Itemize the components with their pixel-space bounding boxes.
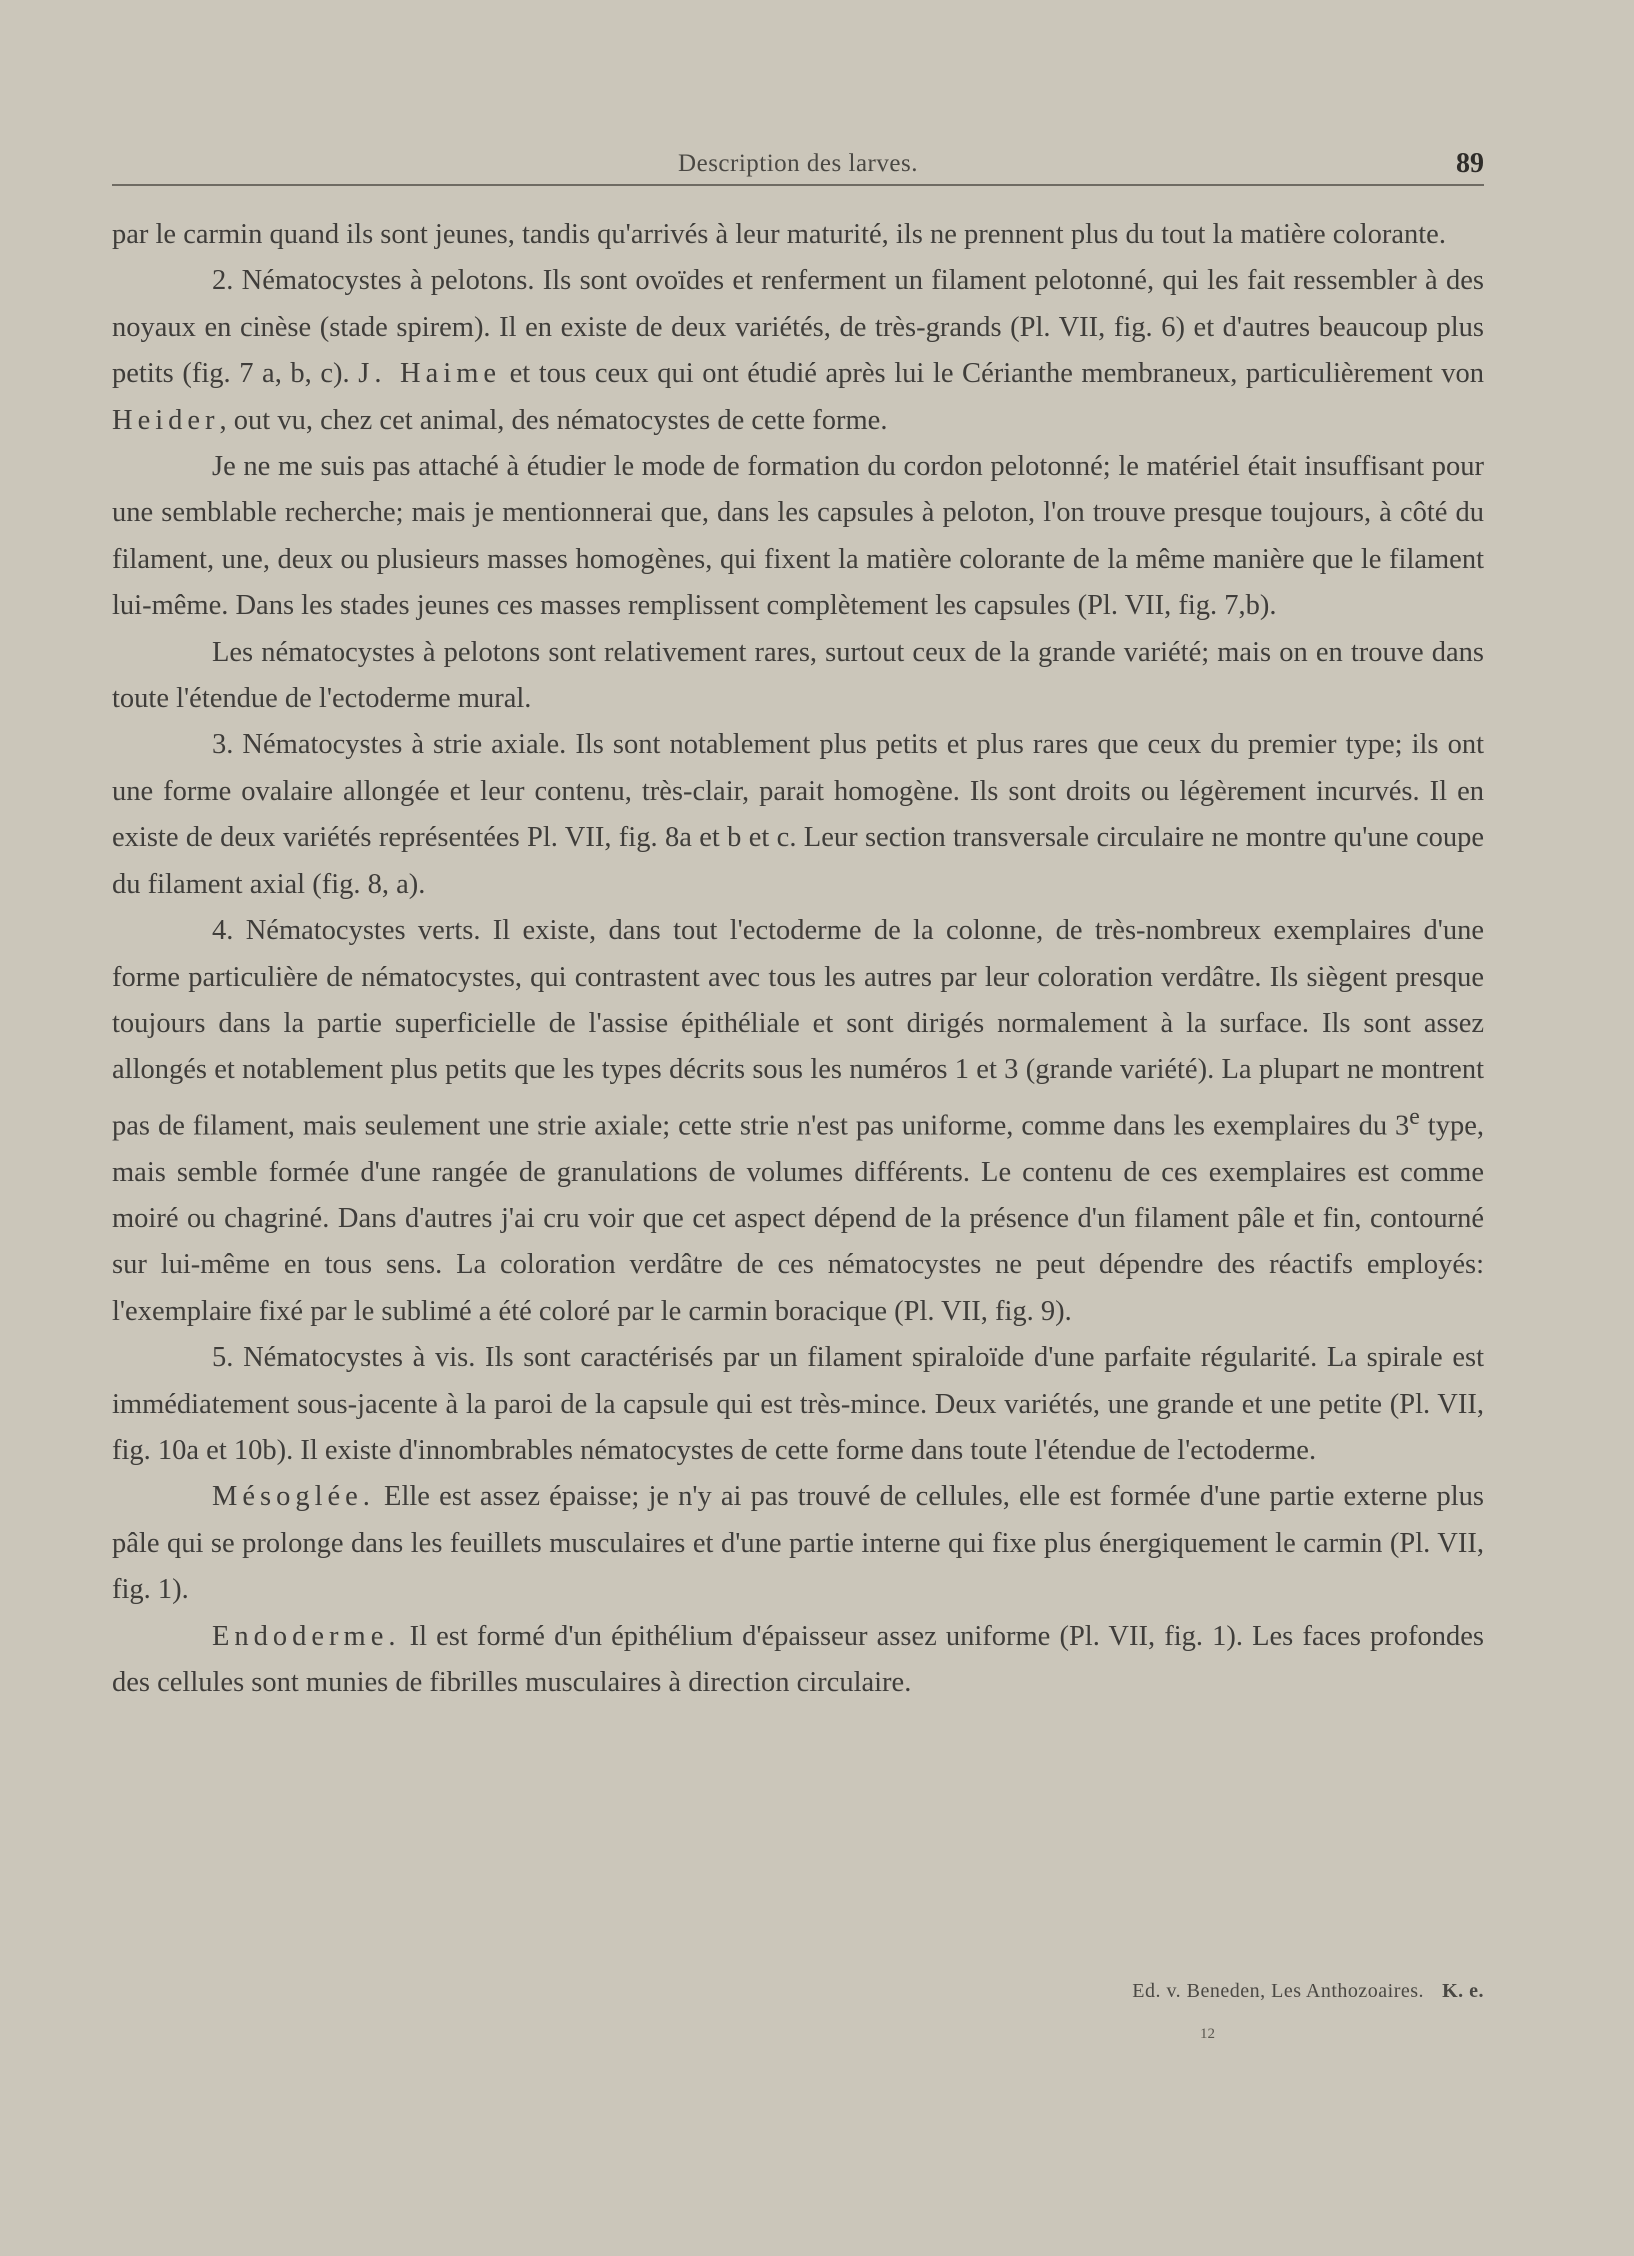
paragraph-continued: par le carmin quand ils sont jeunes, tandis qu'arrivés à leur maturité, ils ne prennent plus du tout la matière colorante. [112, 219, 1446, 250]
footer-credit [112, 1980, 1484, 2003]
footer-source: Ed. v. Beneden, Les Anthozoaires. [1132, 1980, 1425, 2002]
paragraph-nematocystes-pelotons [112, 258, 1484, 444]
paragraph-rarete-pelotons: Les nématocystes à pelotons sont relativement rares, surtout ceux de la grande variété; mais on en trouve dans toute l'étendue de l'ectoderme mural. [112, 636, 1484, 715]
paragraph-text: et tous ceux qui ont étudié après lui le Cérianthe membraneux, particulièrement von [501, 358, 1485, 390]
paragraph-text: , out vu, chez cet animal, des nématocystes de cette forme. [219, 404, 888, 436]
paragraph-text: Elle est assez épaisse; je n'y ai pas trouvé de cellules, elle est formée d'une partie externe plus pâle qui se prolonge dans les feuillets musculaires et d'une partie interne qui fixe plus énergiquement le carmin (Pl. VII, fig. 1). [112, 1481, 1484, 1606]
running-header [112, 148, 1484, 186]
section-heading-mesoglee: Mésoglée. [212, 1481, 375, 1513]
paragraph-mesoglee [112, 1474, 1484, 1613]
section-heading-endoderme: Endoderme. [212, 1620, 401, 1652]
running-title: Description des larves. [678, 150, 918, 177]
paragraph-cordon-pelotonne: Je ne me suis pas attaché à étudier le mode de formation du cordon pelotonné; le matériel était insuffisant pour une semblable recherche; mais je mentionnerai que, dans les capsules à peloton, l'on trouve presque toujours, à côté du filament, une, deux ou plusieurs masses homogènes, qui fixent la matière colorante de la même manière que le filament lui-même. Dans les stades jeunes ces masses remplissent complètement les capsules (Pl. VII, fig. 7,b). [112, 451, 1484, 622]
footer-mark: K. e. [1442, 1980, 1484, 2002]
body-text [112, 212, 1484, 1707]
paragraph-text: 2. Nématocystes à pelotons. Ils sont ovoïdes et renferment un filament pelotonné, qui les fait ressembler à des noyaux en cinèse (stade spirem). Il en existe de deux variétés, de très-grands (Pl. VII, fig. 6) et d'autres beaucoup plus petits (fig. 7 a, b, c). [112, 265, 1484, 390]
author-name-haime: J. Haime [358, 358, 502, 390]
paragraph-text: Il est formé d'un épithélium d'épaisseur assez uniforme (Pl. VII, fig. 1). Les faces profondes des cellules sont munies de fibrilles musculaires à direction circulaire. [112, 1620, 1484, 1699]
paragraph-nematocystes-vis: 5. Nématocystes à vis. Ils sont caractérisés par un filament spiraloïde d'une parfaite régularité. La spirale est immédiatement sous-jacente à la paroi de la capsule qui est très-mince. Deux variétés, une grande et une petite (Pl. VII, fig. 10a et 10b). Il existe d'innombrables nématocystes de cette forme dans toute l'étendue de l'ectoderme. [112, 1342, 1484, 1467]
paragraph-text: type, mais semble formée d'une rangée de granulations de volumes différents. Le contenu de ces exemplaires est comme moiré ou chagriné. Dans d'autres j'ai cru voir que cet aspect dépend de la présence d'un filament pâle et fin, contourné sur lui-même en tous sens. La coloration verdâtre de ces nématocystes ne peut dépendre des réactifs employés: l'exemplaire fixé par le sublimé a été coloré par le carmin boracique (Pl. VII, fig. 9). [112, 1110, 1484, 1327]
paragraph-nematocystes-verts [112, 908, 1484, 1335]
signature-mark: 12 [1200, 2026, 1215, 2042]
paragraph-endoderme [112, 1614, 1484, 1707]
superscript: e [1409, 1103, 1420, 1130]
paragraph-text: 4. Nématocystes verts. Il existe, dans tout l'ectoderme de la colonne, de très-nombreux exemplaires d'une forme particulière de nématocystes, qui contrastent avec tous les autres par leur coloration verdâtre. Ils siègent presque toujours dans la partie superficielle de l'assise épithéliale et sont dirigés normalement à la surface. Ils sont assez allongés et notablement plus petits que les types décrits sous les numéros 1 et 3 (grande variété). La plupart ne montrent pas de filament, mais seulement une strie axiale; cette strie n'est pas uniforme, comme dans les exemplaires du 3 [112, 915, 1484, 1142]
author-name-heider: Heider [112, 404, 220, 436]
paragraph-strie-axiale: 3. Nématocystes à strie axiale. Ils sont notablement plus petits et plus rares que ceux du premier type; ils ont une forme ovalaire allongée et leur contenu, très-clair, parait homogène. Ils sont droits ou légèrement incurvés. Il en existe de deux variétés représentées Pl. VII, fig. 8a et b et c. Leur section transversale circulaire ne montre qu'une coupe du filament axial (fig. 8, a). [112, 729, 1484, 900]
page-number: 89 [1456, 148, 1484, 179]
